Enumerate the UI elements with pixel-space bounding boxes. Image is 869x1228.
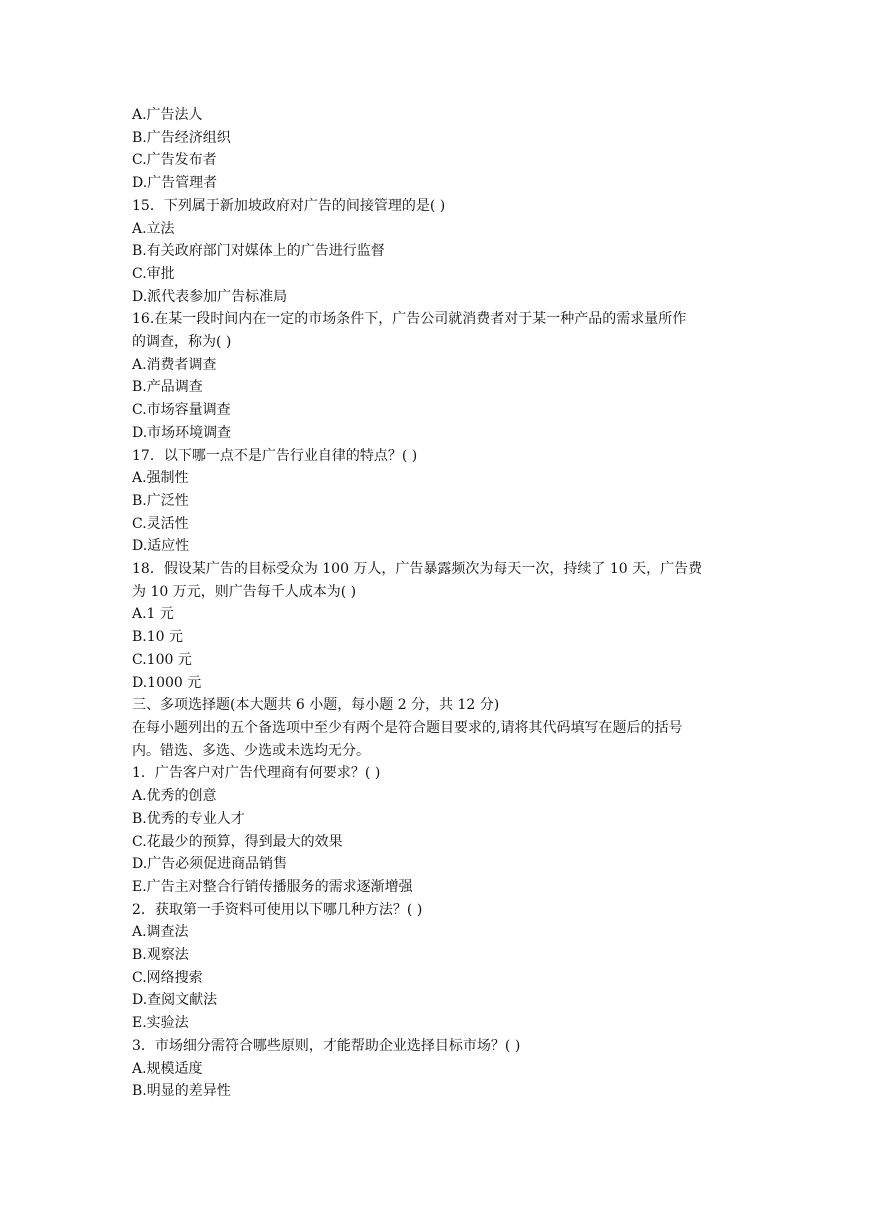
question-18-cont: 为 10 万元，则广告每千人成本为( ) (132, 583, 357, 600)
option-d: D.查阅文献法 (132, 992, 218, 1009)
question-15: 15．下列属于新加坡政府对广告的间接管理的是( ) (132, 197, 446, 214)
option-b: B.明显的差异性 (132, 1083, 231, 1100)
option-d: D.派代表参加广告标准局 (132, 288, 288, 305)
option-a: A.消费者调查 (132, 356, 217, 373)
question-18: 18．假设某广告的目标受众为 100 万人，广告暴露频次为每天一次，持续了 10 天，广告费 (132, 561, 703, 578)
option-c: C.市场容量调查 (132, 402, 231, 419)
option-a: A.规模适度 (132, 1060, 203, 1077)
question-16: 16.在某一段时间内在一定的市场条件下，广告公司就消费者对于某一种产品的需求量所作 (132, 311, 687, 328)
option-d: D.适应性 (132, 538, 190, 555)
question-16-cont: 的调查，称为( ) (132, 334, 232, 351)
multi-question-3: 3．市场细分需符合哪些原则，才能帮助企业选择目标市场？( ) (132, 1037, 521, 1054)
option-c: C.审批 (132, 265, 175, 282)
section-heading: 三、多项选择题(本大题共 6 小题，每小题 2 分，共 12 分) (132, 697, 500, 714)
option-a: A.优秀的创意 (132, 788, 217, 805)
option-e: E.广告主对整合行销传播服务的需求逐渐增强 (132, 878, 413, 895)
option-d: D.1000 元 (132, 674, 202, 691)
option-e: E.实验法 (132, 1015, 189, 1032)
option-d: D.市场环境调查 (132, 424, 232, 441)
option-c: C.灵活性 (132, 515, 189, 532)
option-b: B.观察法 (132, 947, 189, 964)
section-instructions-cont: 内。错选、多选、少选或未选均无分。 (132, 742, 370, 759)
option-a: A.立法 (132, 220, 175, 237)
option-b: B.优秀的专业人才 (132, 810, 245, 827)
option-a: A.1 元 (132, 606, 174, 623)
document-page (132, 104, 742, 1103)
option-a: A.强制性 (132, 470, 189, 487)
option-b: B.10 元 (132, 629, 184, 646)
option-b: B.产品调查 (132, 379, 203, 396)
option-15d: D.广告管理者 (132, 175, 218, 192)
question-17: 17．以下哪一点不是广告行业自律的特点？( ) (132, 447, 418, 464)
option-15a: A.广告法人 (132, 107, 203, 123)
option-c: C.100 元 (132, 651, 192, 668)
multi-question-2: 2．获取第一手资料可使用以下哪几种方法？( ) (132, 901, 423, 918)
option-c: C.网络搜索 (132, 969, 203, 986)
option-b: B.有关政府部门对媒体上的广告进行监督 (132, 243, 385, 260)
option-c: C.花最少的预算，得到最大的效果 (132, 833, 343, 850)
option-a: A.调查法 (132, 924, 189, 941)
option-b: B.广泛性 (132, 492, 189, 509)
option-d: D.广告必须促进商品销售 (132, 856, 288, 873)
multi-question-1: 1．广告客户对广告代理商有何要求？( ) (132, 765, 381, 782)
section-instructions: 在每小题列出的五个备选项中至少有两个是符合题目要求的,请将其代码填写在题后的括号 (132, 719, 683, 736)
option-15c: C.广告发布者 (132, 152, 217, 169)
option-15b: B.广告经济组织 (132, 129, 231, 146)
